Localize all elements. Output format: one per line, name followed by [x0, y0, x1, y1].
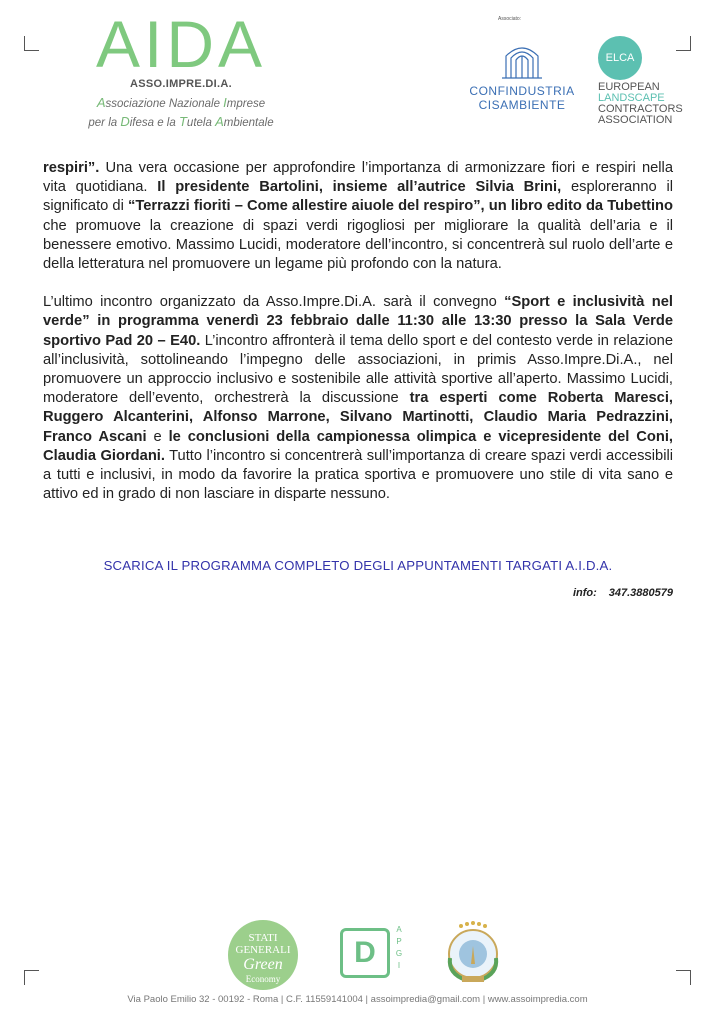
bold-text-run: le conclusioni della campionessa olimpica e vicepresidente del Coni, Claudia Giordani.	[43, 428, 673, 464]
associated-label: Associato:	[498, 16, 522, 22]
text-run: A	[96, 95, 106, 110]
bold-text-run: Il presidente Bartolini, insieme all’autrice Silvia Brini,	[157, 179, 562, 196]
aida-logo-subtitle: ASSO.IMPRE.DI.A.	[130, 78, 232, 90]
elca-name	[598, 82, 682, 126]
text-run: mbientale	[223, 117, 274, 129]
apgi-letter: P	[396, 937, 402, 946]
apgi-logo	[340, 924, 410, 986]
partner-logos	[0, 918, 715, 988]
aida-logo-description	[76, 94, 286, 132]
apgi-letter: A	[396, 925, 402, 934]
stati-generali-label: STATI GENERALI	[235, 932, 291, 956]
apgi-letters	[394, 924, 404, 972]
info-contact	[573, 587, 673, 599]
text-run: LANDSCAPE	[598, 92, 665, 104]
text-run: I	[223, 95, 227, 110]
elca-name-line	[598, 115, 682, 126]
aida-logo	[76, 7, 286, 132]
apgi-letter: G	[395, 949, 403, 958]
stati-generali-green-economy-logo	[228, 920, 298, 990]
info-phone: 347.3880579	[608, 587, 673, 599]
laurel-medal-icon	[438, 918, 508, 988]
text-run: ifesa e la	[129, 117, 179, 129]
bold-text-run: “Sport e inclusività nel verde” in programma venerdì 23 febbraio dalle 11:30 alle 13:30 presso la Sala Verde sportivo Pad 20 – E40.	[43, 294, 673, 349]
confindustria-name: CONFINDUSTRIA	[469, 84, 575, 98]
aida-desc-line	[76, 113, 286, 132]
text-run: Tutto l’incontro si concentrerà sull’importanza di creare spazi verdi accessibili a tutti e inclusivi, in modo da favorire la pratica sportiva e promuovere uno stile di vita sano e attivo ed in grado di non lasciare in disparte nessuno.	[43, 447, 673, 503]
elca-badge: ELCA	[598, 36, 642, 80]
text-run: utela	[186, 117, 216, 129]
info-label: info:	[572, 587, 597, 599]
text-run: ASSOCIATION	[598, 114, 673, 126]
confindustria-emblem-icon	[500, 38, 544, 80]
text-run: CONTRACTORS	[598, 103, 683, 115]
text-run: T	[178, 114, 187, 129]
text-run: e	[146, 428, 169, 445]
paragraph	[43, 159, 673, 274]
text-run: L’ultimo incontro organizzato da Asso.Impre.Di.A. sarà il convegno	[43, 294, 505, 311]
stati-generali-green-label: Green	[243, 956, 283, 973]
text-run: ssociazione Nazionale	[105, 98, 224, 110]
text-run: per la	[88, 117, 121, 129]
bold-text-run: respiri”.	[43, 160, 100, 176]
aida-logo-mark: AIDA	[95, 7, 267, 81]
bold-text-run: tra esperti come Roberta Maresci, Ruggero Alcanterini, Alfonso Marrone, Silvano Martinotti, Claudio Maria Pedrazzini, Franco Ascani	[43, 390, 673, 445]
download-program-link[interactable]: SCARICA IL PROGRAMMA COMPLETO DEGLI APPUNTAMENTI TARGATI A.I.D.A.	[103, 558, 613, 573]
apgi-emblem-icon: D	[340, 928, 390, 978]
text-run: A	[215, 114, 224, 129]
crop-mark-top-left	[24, 36, 39, 51]
footer-contacts: Via Paolo Emilio 32 - 00192 - Roma | C.F. 11559141004 | assoimpredia@gmail.com | www.assoimpredia.com	[127, 994, 588, 1005]
aida-desc-line	[76, 94, 286, 113]
text-run: L’incontro affronterà il tema dello sport e del contesto verde in relazione all’inclusività, sottolineando l’impegno delle associazioni, in primis Asso.Impre.Di.A., nel promuovere un approccio inclusivo e sostenibile alle attività sportive all’aperto. Massimo Lucidi, moderatore dell’evento, orchestrerà la discussione	[43, 332, 674, 407]
text-run: esploreranno il significato di	[43, 179, 673, 215]
confindustria-logo	[466, 38, 578, 112]
text-run: mprese	[226, 98, 266, 110]
text-run: Una vera occasione per approfondire l’importanza di armonizzare fiori e respiri nella vita quotidiana.	[43, 160, 673, 196]
text-run: EUROPEAN	[598, 81, 660, 93]
bold-text-run: “Terrazzi fioriti – Come allestire aiuole del respiro”, un libro edito da Tubettino	[127, 198, 674, 215]
apgi-letter: I	[397, 961, 401, 970]
stati-generali-economy-label: Economy	[245, 974, 281, 984]
text-run: che promuove la creazione di spazi verdi rigogliosi per migliorare la qualità dell’aria e il benessere emotivo. Massimo Lucidi, moderatore dell’incontro, si concentrerà sul ruolo dell’arte e della letteratura nel promuovere un legame più profondo con la natura.	[43, 217, 673, 273]
elca-logo	[598, 36, 682, 126]
article-body	[43, 159, 673, 504]
text-run: D	[120, 114, 130, 129]
paragraph	[43, 293, 673, 504]
confindustria-division: CISAMBIENTE	[478, 98, 566, 112]
